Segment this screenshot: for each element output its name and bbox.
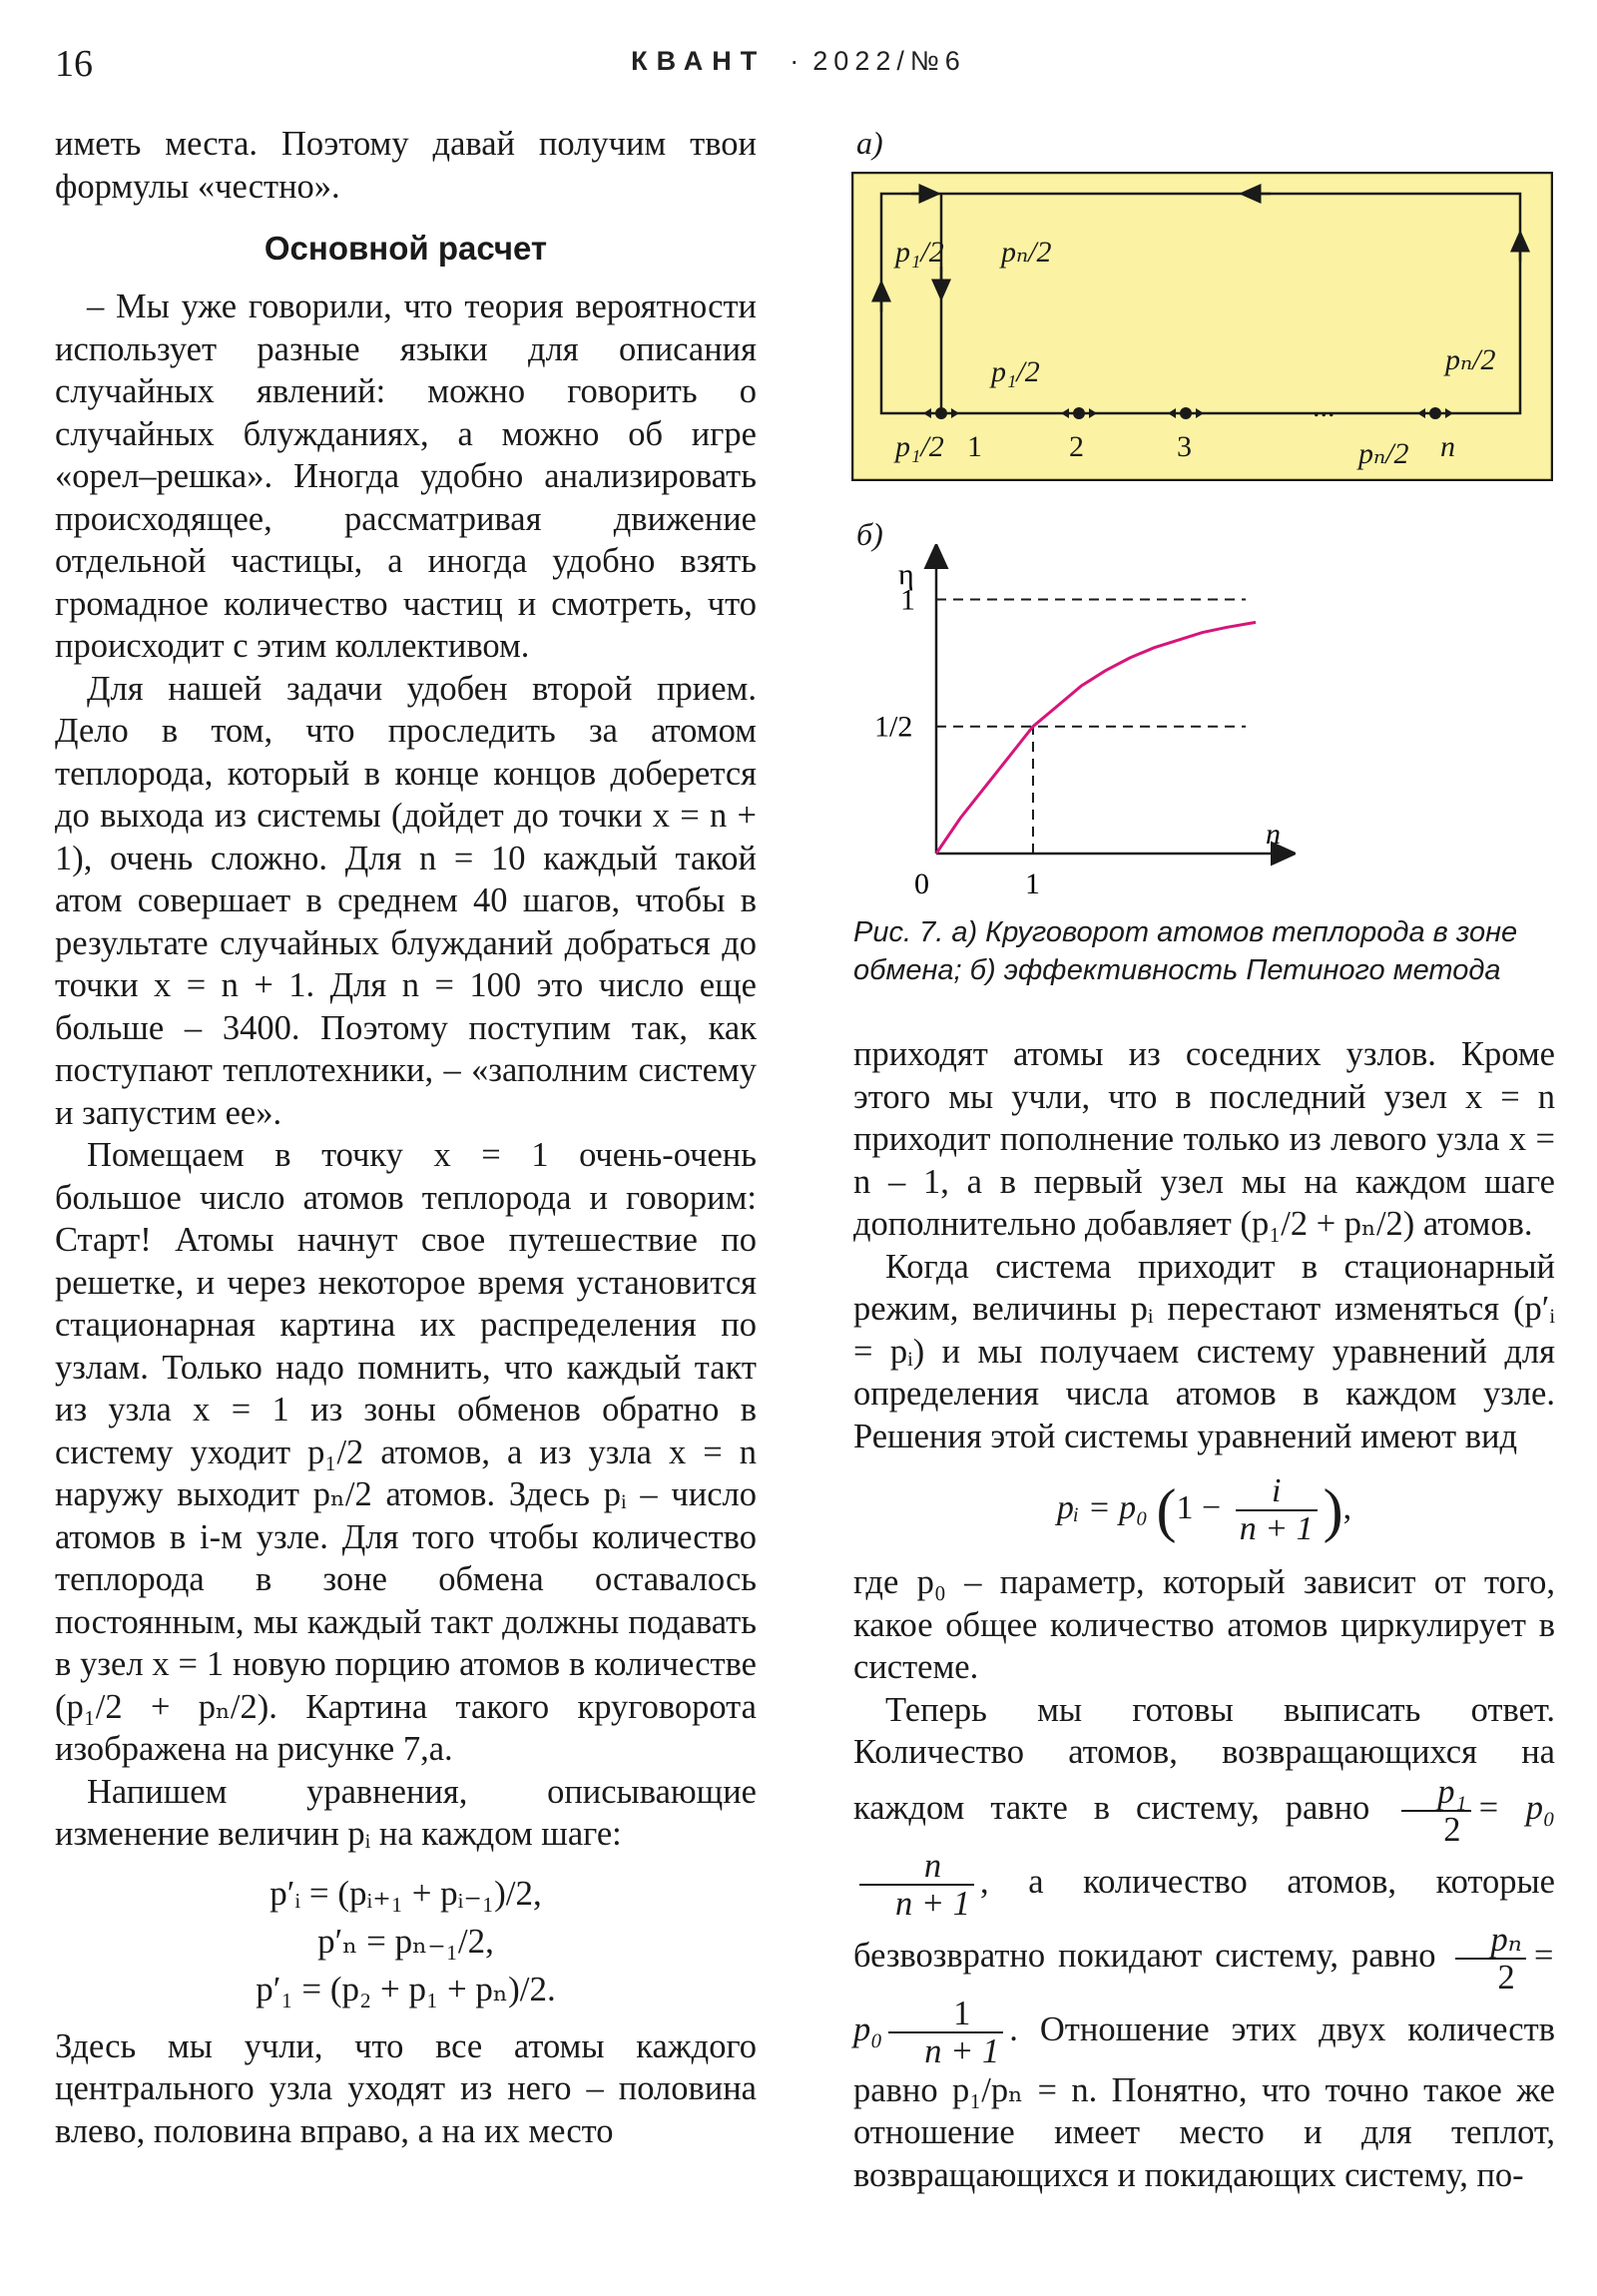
eq-fraction — [1236, 1473, 1318, 1547]
frac-den: n + 1 — [924, 2031, 1000, 2070]
answer-text-end: . Отношение этих двух количеств равно p₁/pₙ = n. Понятно, что точно такое же отношение имеет место и для теплот, возвращающихся и покидающих систему, по- — [853, 2009, 1555, 2194]
answer-paragraph — [853, 1689, 1555, 2197]
label-node-n: n — [1440, 430, 1455, 463]
label-bottom-right: pₙ/2 — [1358, 437, 1409, 470]
frac-den: 2 — [1443, 1810, 1461, 1849]
left-column — [55, 123, 757, 2152]
node-3 — [1180, 407, 1192, 419]
label-dots: ... — [1313, 390, 1335, 423]
eq-one-minus: 1 − — [1176, 1488, 1222, 1526]
y-tick-label: 1 — [900, 583, 915, 617]
label-node-2: 2 — [1069, 430, 1084, 463]
paragraph: Помещаем в точку x = 1 очень-очень большое число атомов теплорода и говорим: Старт! Атомы начнут свое путешествие по решетке, и через некоторое время установится стационарная картина их распределения по узлам. Только надо помнить, что каждый такт из узла x = 1 из зоны обменов обратно в систему уходит p₁/2 атомов, а из узла x = n наружу выходит pₙ/2 атомов. Здесь pᵢ – число атомов в i-м узле. Для того чтобы количество теплорода в зоне обмена оставалось постоянным, мы каждый такт должны подавать в узел x = 1 новую порцию атомов в количестве (p₁/2 + pₙ/2). Картина такого круговорота изображена на рисунке 7,а. — [55, 1136, 757, 1768]
eq-numerator: i — [1236, 1473, 1318, 1511]
answer-text-start: Теперь мы готовы выписать ответ. Количество атомов, возвращающихся на каждом такте в систему, равно — [853, 1690, 1555, 1827]
label-node1-flow: p₁/2 — [991, 355, 1040, 388]
header-separator: · — [790, 46, 799, 76]
frac-num: p₁ — [1401, 1774, 1470, 1812]
x-axis-label: n — [1266, 818, 1281, 851]
paragraph: Для нашей задачи удобен второй прием. Дело в том, что проследить за атомом теплорода, который в конце концов доберется до выхода из системы (дойдет до точки x = n + 1), очень сложно. Для n = 10 каждый такой атом совершает в среднем 40 шагов, чтобы в результате случайных блужданий добраться до точки x = n + 1. Для n = 100 это число еще больше – 3400. Поэтому поступим так, как поступают теплотехники, – «заполним систему и запустим ее». — [55, 669, 757, 1132]
y-axis-label: η — [898, 558, 914, 591]
figure-b-label: б) — [856, 516, 883, 552]
label-top-mid: pₙ/2 — [1001, 236, 1052, 269]
figure-a-label: а) — [856, 125, 883, 161]
paren-close: ) — [1323, 1476, 1343, 1543]
paragraph: Когда система приходит в стационарный режим, величины pᵢ перестают изменяться (p′ᵢ = pᵢ) и мы получаем систему уравнений для определения числа атомов в каждом узле. Решения этой системы уравнений имеют вид — [853, 1247, 1555, 1455]
equation: p′ₙ = pₙ₋₁/2, — [317, 1921, 494, 1961]
answer-text-mid: , а количество атомов, которые безвозвратно покидают систему, равно — [853, 1862, 1555, 1975]
figure-caption: Рис. 7. а) Круговорот атомов теплорода в зоне обмена; б) эффективность Петиного метода — [853, 916, 1518, 986]
fraction-n-n1 — [859, 1848, 974, 1922]
node-1 — [935, 407, 947, 419]
frac-num: n — [859, 1848, 974, 1886]
paragraph: где p₀ – параметр, который зависит от того, какое общее количество атомов циркулирует в системе. — [853, 1563, 1555, 1686]
frac-eq: = p₀ — [1476, 1788, 1555, 1827]
right-column — [853, 1033, 1555, 2196]
paragraph: приходят атомы из соседних узлов. Кроме этого мы учли, что в последний узел x = n приходит пополнение только из левого узла x = n – 1, а в первый узел мы на каждом шаге дополнительно добавляет (p₁/2 + pₙ/2) атомов. — [853, 1035, 1555, 1243]
label-top-left: p₁/2 — [895, 236, 944, 269]
equation: p′₁ = (p₂ + p₁ + pₙ)/2. — [256, 1969, 556, 2009]
efficiency-chart — [856, 544, 1296, 913]
efficiency-curve — [936, 622, 1256, 854]
eq-denominator: n + 1 — [1239, 1510, 1314, 1547]
journal-title: КВАНТ — [631, 46, 767, 76]
paragraph: Напишем уравнения, описывающие изменение величин pᵢ на каждом шаге: — [55, 1772, 757, 1853]
x-tick-label: 1 — [1024, 867, 1040, 900]
paragraph: иметь места. Поэтому давай получим твои формулы «честно». — [55, 125, 757, 206]
node-n — [1429, 407, 1441, 419]
label-right-flow: pₙ/2 — [1445, 343, 1496, 376]
paren-open: ( — [1156, 1476, 1177, 1543]
issue-number: 2022/№6 — [812, 46, 966, 76]
label-node-3: 3 — [1177, 430, 1192, 463]
eq-tail: , — [1342, 1488, 1352, 1526]
paragraph: Здесь мы учли, что все атомы каждого центрального узла уходят из него – половина влево, половина вправо, а на их место — [55, 2026, 757, 2150]
figure-a-diagram — [851, 172, 1553, 481]
frac-den: n + 1 — [895, 1884, 971, 1923]
page-number: 16 — [55, 43, 93, 85]
frac-num: 1 — [888, 1996, 1003, 2033]
fraction-p1-2 — [1401, 1774, 1470, 1848]
fraction-1-n1 — [888, 1996, 1003, 2069]
node-2 — [1073, 407, 1085, 419]
paragraph: – Мы уже говорили, что теория вероятности использует разные языки для описания случайных явлений: можно говорить о случайных блужданиях, а можно об игре «орел–решка». Иногда удобно анализировать происходящее, рассматривая движение отдельной частицы, а иногда удобно взять громадное количество частиц и смотреть, что происходит с этим коллективом. — [55, 287, 757, 665]
equation: p′ᵢ = (pᵢ₊₁ + pᵢ₋₁)/2, — [269, 1873, 542, 1913]
solution-equation — [853, 1473, 1555, 1547]
y-tick-label: 1/2 — [874, 710, 913, 744]
x-tick-label: 0 — [914, 867, 929, 900]
section-title: Основной расчет — [264, 230, 548, 267]
frac-num: pₙ — [1455, 1922, 1526, 1960]
equation-system — [55, 1870, 757, 2013]
label-bottom-left: p₁/2 — [895, 430, 944, 463]
running-head — [0, 46, 1597, 77]
label-node-1: 1 — [967, 430, 982, 463]
fraction-pn-2 — [1455, 1922, 1526, 1996]
frac-eq: = p₀ — [853, 1936, 1556, 2048]
eq-lhs: pᵢ = p₀ — [1056, 1488, 1149, 1526]
frac-den: 2 — [1497, 1958, 1515, 1997]
